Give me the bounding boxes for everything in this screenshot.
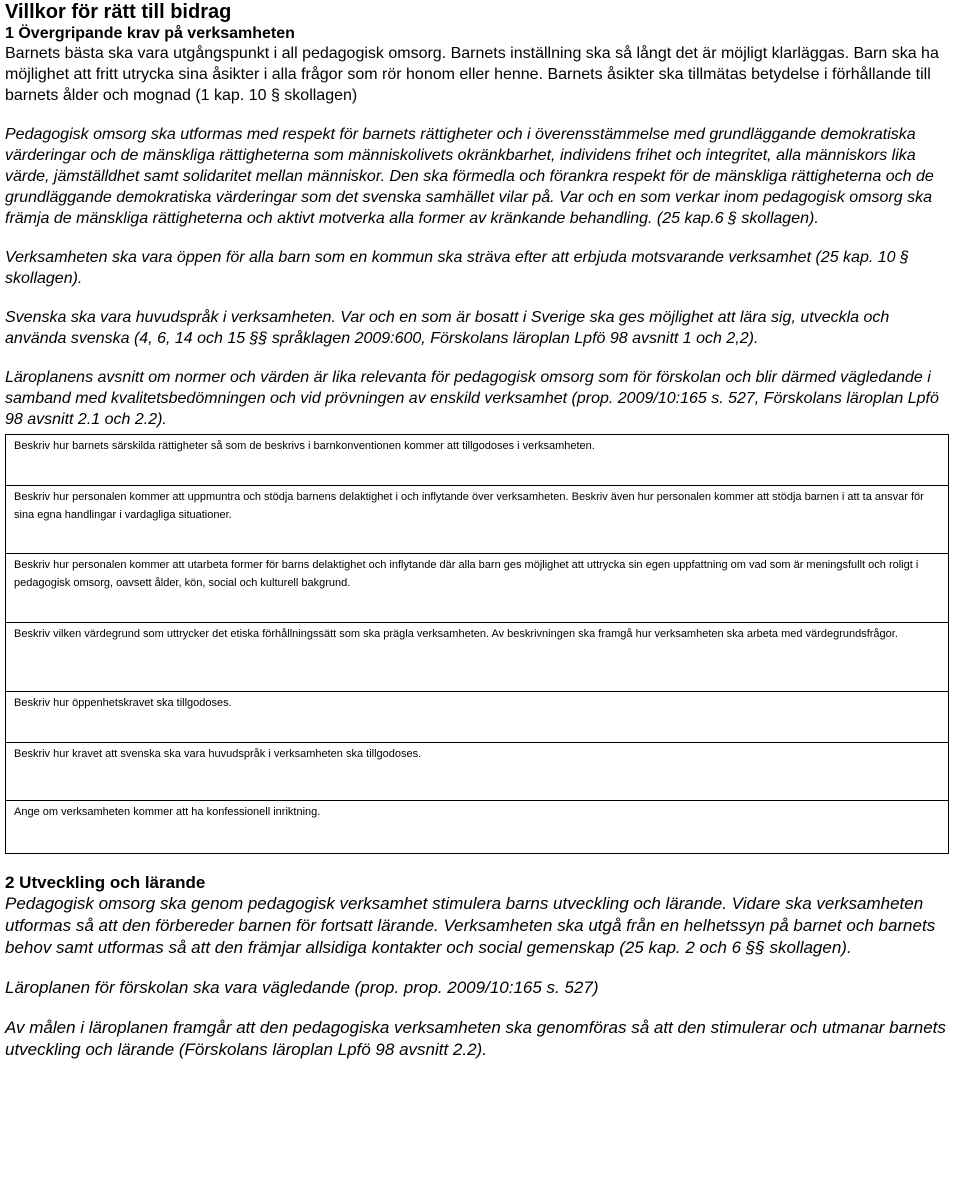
answer-box-prompt: Beskriv hur personalen kommer att uppmuntra och stödja barnens delaktighet i och inflytande över verksamheten. Beskriv även hur personalen kommer att stödja barnen i att ta ansvar för sina egna handlingar i vardagliga situationer. bbox=[14, 491, 924, 521]
answer-box-prompt: Beskriv hur barnets särskilda rättigheter så som de beskrivs i barnkonventionen kommer att tillgodoses i verksamheten. bbox=[14, 440, 595, 452]
section-1-paragraph-1: Barnets bästa ska vara utgångspunkt i all pedagogisk omsorg. Barnets inställning ska så långt det är möjligt klarläggas. Barn ska ha möjlighet att fritt utrycka sina åsikter i alla frågor som rör honom eller henne. Barnets åsikter ska tillmätas betydelse i förhållande till barnets ålder och mognad (1 kap. 10 § skollagen) bbox=[5, 45, 939, 104]
section-2-paragraph-1: Pedagogisk omsorg ska genom pedagogisk verksamhet stimulera barns utveckling och lärande. Vidare ska verksamheten utformas så att den förbereder barnen för fortsatt lärande. Verksamheten ska utgå från en helhetssyn på barnet och barnets behov samt utformas så att den främjar allsidiga kontakter och social gemenskap (25 kap. 2 och 6 §§ skollagen). bbox=[5, 894, 936, 957]
section-2-paragraph-3: Av målen i läroplanen framgår att den pedagogiska verksamheten ska genomföras så att den stimulerar och utmanar barnets utveckling och lärande (Förskolans läroplan Lpfö 98 avsnitt 2.2). bbox=[5, 1018, 946, 1059]
answer-box-openness[interactable] bbox=[5, 691, 949, 742]
section-1-paragraph-3: Verksamheten ska vara öppen för alla barn som en kommun ska sträva efter att erbjuda motsvarande verksamhet (25 kap. 10 § skollagen). bbox=[5, 249, 909, 287]
answer-box-prompt: Beskriv hur kravet att svenska ska vara huvudspråk i verksamheten ska tillgodoses. bbox=[14, 748, 422, 760]
answer-box-prompt: Beskriv hur personalen kommer att utarbeta former för barns delaktighet och inflytande där alla barn ges möjlighet att uttrycka sin egen uppfattning om vad som är meningsfullt och roligt i pedagogisk omsorg, oavsett ålder, kön, social och kulturell bakgrund. bbox=[14, 559, 919, 589]
section-2-heading: 2 Utveckling och lärande bbox=[5, 873, 206, 892]
section-1-paragraph-5: Läroplanens avsnitt om normer och värden är lika relevanta för pedagogisk omsorg som för förskolan och blir därmed vägledande i samband med kvalitetsbedömningen och vid prövningen av enskild verksamhet (prop. 2009/10:165 s. 527, Förskolans läroplan Lpfö 98 avsnitt 2.1 och 2.2). bbox=[5, 369, 939, 428]
answer-box-rights[interactable] bbox=[5, 434, 949, 485]
answer-box-prompt: Ange om verksamheten kommer att ha konfessionell inriktning. bbox=[14, 806, 321, 818]
answer-box-influence[interactable] bbox=[5, 553, 949, 622]
answer-box-confessional[interactable] bbox=[5, 800, 949, 854]
answer-box-participation[interactable] bbox=[5, 485, 949, 553]
answer-box-prompt: Beskriv vilken värdegrund som uttrycker det etiska förhållningssätt som ska prägla verksamheten. Av beskrivningen ska framgå hur verksamheten ska arbeta med värdegrundsfrågor. bbox=[14, 628, 898, 640]
section-1-paragraph-2: Pedagogisk omsorg ska utformas med respekt för barnets rättigheter och i överensstämmelse med grundläggande demokratiska värderingar och de mänskliga rättigheterna som människolivets okränkbarhet, individens frihet och integritet, alla människors lika värde, jämställdhet samt solidaritet mellan människor. Den ska förmedla och förankra respekt för de mänskliga rättigheterna och de grundläggande demokratiska värderingar som det svenska samhället vilar på. Var och en som verkar inom pedagogisk omsorg ska främja de mänskliga rättigheterna och aktivt motverka alla former av kränkande behandling. (25 kap.6 § skollagen). bbox=[5, 126, 934, 227]
answer-boxes bbox=[5, 434, 949, 854]
page-title: Villkor för rätt till bidrag bbox=[5, 1, 232, 23]
section-1-paragraph-4: Svenska ska vara huvudspråk i verksamheten. Var och en som är bosatt i Sverige ska ges möjlighet att lära sig, utveckla och använda svenska (4, 6, 14 och 15 §§ språklagen 2009:600, Förskolans läroplan Lpfö 98 avsnitt 1 och 2,2). bbox=[5, 309, 890, 347]
answer-box-values[interactable] bbox=[5, 622, 949, 691]
section-2-paragraph-2: Läroplanen för förskolan ska vara vägledande (prop. prop. 2009/10:165 s. 527) bbox=[5, 978, 599, 997]
section-1-heading: 1 Övergripande krav på verksamheten bbox=[5, 25, 295, 42]
answer-box-prompt: Beskriv hur öppenhetskravet ska tillgodoses. bbox=[14, 697, 232, 709]
document-page bbox=[5, 0, 955, 1061]
answer-box-language[interactable] bbox=[5, 742, 949, 800]
